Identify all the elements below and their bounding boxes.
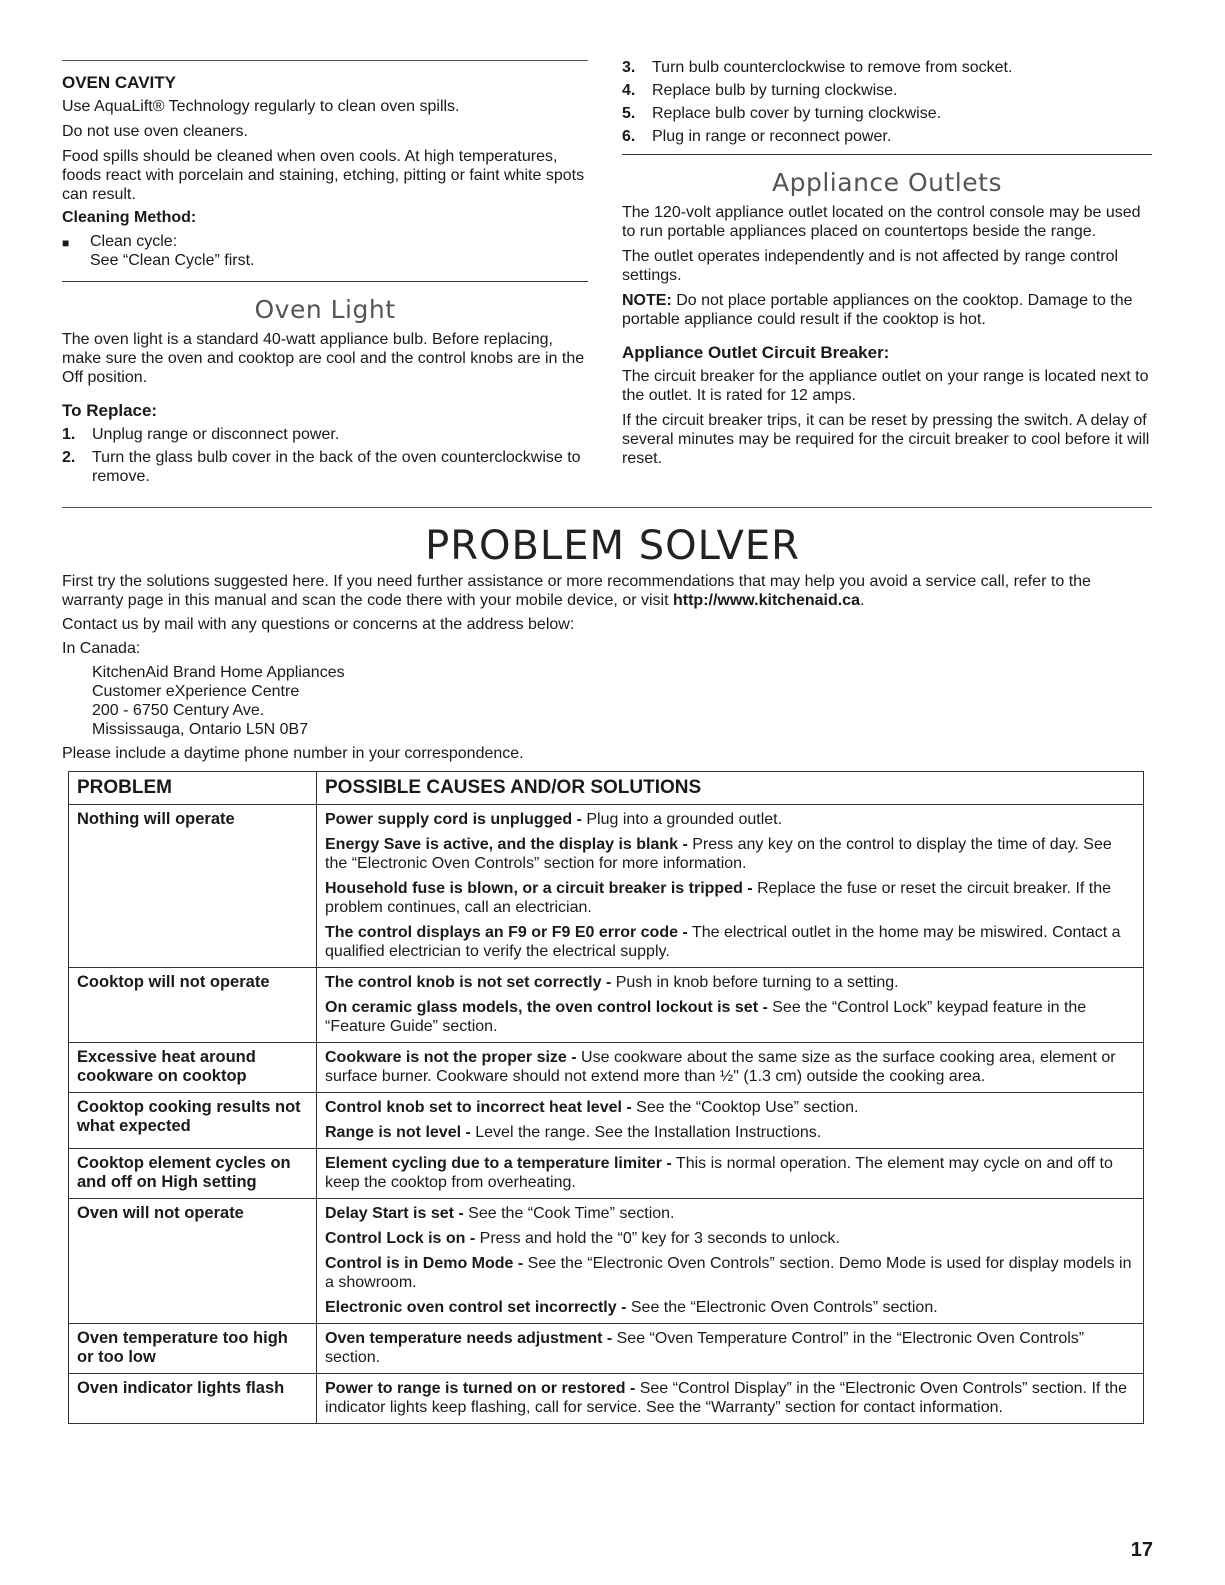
list-item: 6. Plug in range or reconnect power. — [622, 128, 892, 145]
list-item: 2. Turn the glass bulb cover in the back of the oven counterclockwise to remove. — [62, 449, 581, 485]
problem-solver-table — [68, 771, 1144, 1424]
solution-item: Control is in Demo Mode - See the “Electronic Oven Controls” section. Demo Mode is used for display models in a showroom. — [325, 1255, 1132, 1291]
solutions-cell — [317, 1374, 1144, 1424]
appliance-outlets-heading: Appliance Outlets — [772, 168, 1002, 197]
solution-item: Oven temperature needs adjustment - See “Oven Temperature Control” in the “Electronic Oven Controls” section. — [325, 1330, 1085, 1366]
column-header-problem: PROBLEM — [69, 772, 317, 805]
problem-solver-intro — [62, 572, 1152, 768]
list-item: 5. Replace bulb cover by turning clockwise. — [622, 105, 942, 122]
list-item: 1. Unplug range or disconnect power. — [62, 426, 340, 443]
solutions-cell — [317, 1199, 1144, 1324]
solutions-cell — [317, 805, 1144, 968]
problem-solver-title: PROBLEM SOLVER — [425, 523, 800, 569]
intro-paragraph: First try the solutions suggested here. If you need further assistance or more recommendations that may help you avoid a service call, refer to the warranty page in this manual and scan the code there with your mobile device, or visit http://www.kitchenaid.ca. — [62, 573, 1091, 609]
oven-light-heading: Oven Light — [254, 295, 396, 324]
oven-light-intro: The oven light is a standard 40-watt appliance bulb. Before replacing, make sure the oven and cooktop are cool and the control knobs are in the Off position. — [62, 331, 585, 386]
replace-steps-continued — [622, 58, 1152, 146]
section-divider — [62, 507, 1152, 508]
bullet-note: See “Clean Cycle” first. — [90, 252, 255, 269]
cleaning-method-item — [62, 232, 588, 270]
cleaning-method-heading: Cleaning Method: — [62, 209, 197, 226]
problem-cell: Cooktop cooking results not what expected — [69, 1093, 317, 1149]
solutions-cell — [317, 1043, 1144, 1093]
solution-item: The control knob is not set correctly - Push in knob before turning to a setting. — [325, 974, 899, 991]
solution-item: The control displays an F9 or F9 E0 error code - The electrical outlet in the home may be miswired. Contact a qualified electrician to verify the electrical supply. — [325, 924, 1121, 960]
solution-item: Cookware is not the proper size - Use cookware about the same size as the surface cooking area, element or surface burner. Cookware should not extend more than ½" (1.3 cm) outside the cooking area. — [325, 1049, 1116, 1085]
square-bullet-icon: ■ — [62, 236, 70, 250]
problem-cell: Cooktop will not operate — [69, 968, 317, 1043]
list-item: 4. Replace bulb by turning clockwise. — [622, 82, 898, 99]
left-column — [62, 60, 588, 490]
solutions-cell — [317, 1093, 1144, 1149]
circuit-breaker-heading: Appliance Outlet Circuit Breaker: — [622, 343, 890, 362]
solution-item: Range is not level - Level the range. See the Installation Instructions. — [325, 1124, 822, 1141]
breaker-text-1: The circuit breaker for the appliance outlet on your range is located next to the outlet. It is rated for 12 amps. — [622, 368, 1149, 404]
right-column — [622, 58, 1152, 468]
table-row — [69, 805, 1144, 968]
list-item: 3. Turn bulb counterclockwise to remove from socket. — [622, 59, 1013, 76]
outlets-text-1: The 120-volt appliance outlet located on the control console may be used to run portable appliances placed on countertops beside the range. — [622, 204, 1141, 240]
solution-item: Power supply cord is unplugged - Plug into a grounded outlet. — [325, 811, 783, 828]
oven-cavity-heading: OVEN CAVITY — [62, 73, 176, 92]
table-row — [69, 1043, 1144, 1093]
table-row — [69, 1149, 1144, 1199]
solution-item: Element cycling due to a temperature limiter - This is normal operation. The element may cycle on and off to keep the cooktop from overheating. — [325, 1155, 1113, 1191]
phone-note: Please include a daytime phone number in your correspondence. — [62, 745, 524, 762]
table-row — [69, 1374, 1144, 1424]
contact-text: Contact us by mail with any questions or concerns at the address below: — [62, 616, 575, 633]
oven-cavity-text-3: Food spills should be cleaned when oven cools. At high temperatures, foods react with porcelain and staining, etching, pitting or faint white spots can result. — [62, 148, 585, 203]
breaker-text-2: If the circuit breaker trips, it can be reset by pressing the switch. A delay of several minutes may be required for the circuit breaker to cool before it will reset. — [622, 412, 1150, 467]
table-row — [69, 1199, 1144, 1324]
solution-item: Household fuse is blown, or a circuit breaker is tripped - Replace the fuse or reset the circuit breaker. If the problem continues, call an electrician. — [325, 880, 1112, 916]
solutions-cell — [317, 968, 1144, 1043]
column-header-solutions: POSSIBLE CAUSES AND/OR SOLUTIONS — [317, 772, 1144, 805]
solution-item: Delay Start is set - See the “Cook Time” section. — [325, 1205, 675, 1222]
problem-cell: Oven temperature too high or too low — [69, 1324, 317, 1374]
to-replace-heading: To Replace: — [62, 401, 158, 420]
solutions-cell — [317, 1149, 1144, 1199]
solution-item: Control knob set to incorrect heat level - See the “Cooktop Use” section. — [325, 1099, 859, 1116]
bullet-label: Clean cycle: — [90, 233, 178, 250]
problem-cell: Cooktop element cycles on and off on High setting — [69, 1149, 317, 1199]
oven-cavity-text-1: Use AquaLift® Technology regularly to clean oven spills. — [62, 98, 460, 115]
in-canada-label: In Canada: — [62, 640, 141, 657]
mailing-address: KitchenAid Brand Home Appliances Customer eXperience Centre 200 - 6750 Century Ave. Mississauga, Ontario L5N 0B7 — [92, 664, 345, 738]
problem-cell: Excessive heat around cookware on cooktop — [69, 1043, 317, 1093]
solution-item: On ceramic glass models, the oven control lockout is set - See the “Control Lock” keypad feature in the “Feature Guide” section. — [325, 999, 1087, 1035]
table-header-row — [69, 772, 1144, 805]
oven-cavity-text-2: Do not use oven cleaners. — [62, 123, 248, 140]
kitchenaid-link[interactable]: http://www.kitchenaid.ca — [672, 592, 860, 609]
solution-item: Control Lock is on - Press and hold the “0” key for 3 seconds to unlock. — [325, 1230, 840, 1247]
solutions-cell — [317, 1324, 1144, 1374]
solution-item: Electronic oven control set incorrectly - See the “Electronic Oven Controls” section. — [325, 1299, 938, 1316]
problem-cell: Oven indicator lights flash — [69, 1374, 317, 1424]
problem-cell: Oven will not operate — [69, 1199, 317, 1324]
problem-cell: Nothing will operate — [69, 805, 317, 968]
outlets-text-2: The outlet operates independently and is not affected by range control settings. — [622, 248, 1119, 284]
table-row — [69, 1324, 1144, 1374]
page-number: 17 — [1130, 1539, 1153, 1561]
table-row — [69, 1093, 1144, 1149]
table-row — [69, 968, 1144, 1043]
replace-steps-list — [62, 425, 588, 486]
solution-item: Energy Save is active, and the display is blank - Press any key on the control to display the time of day. See the “Electronic Oven Controls” section for more information. — [325, 836, 1112, 872]
solution-item: Power to range is turned on or restored - See “Control Display” in the “Electronic Oven Controls” section. If the indicator lights keep flashing, call for service. See the “Warranty” section for contact information. — [325, 1380, 1128, 1416]
outlets-note: NOTE: Do not place portable appliances on the cooktop. Damage to the portable appliance could result if the cooktop is hot. — [622, 292, 1133, 328]
